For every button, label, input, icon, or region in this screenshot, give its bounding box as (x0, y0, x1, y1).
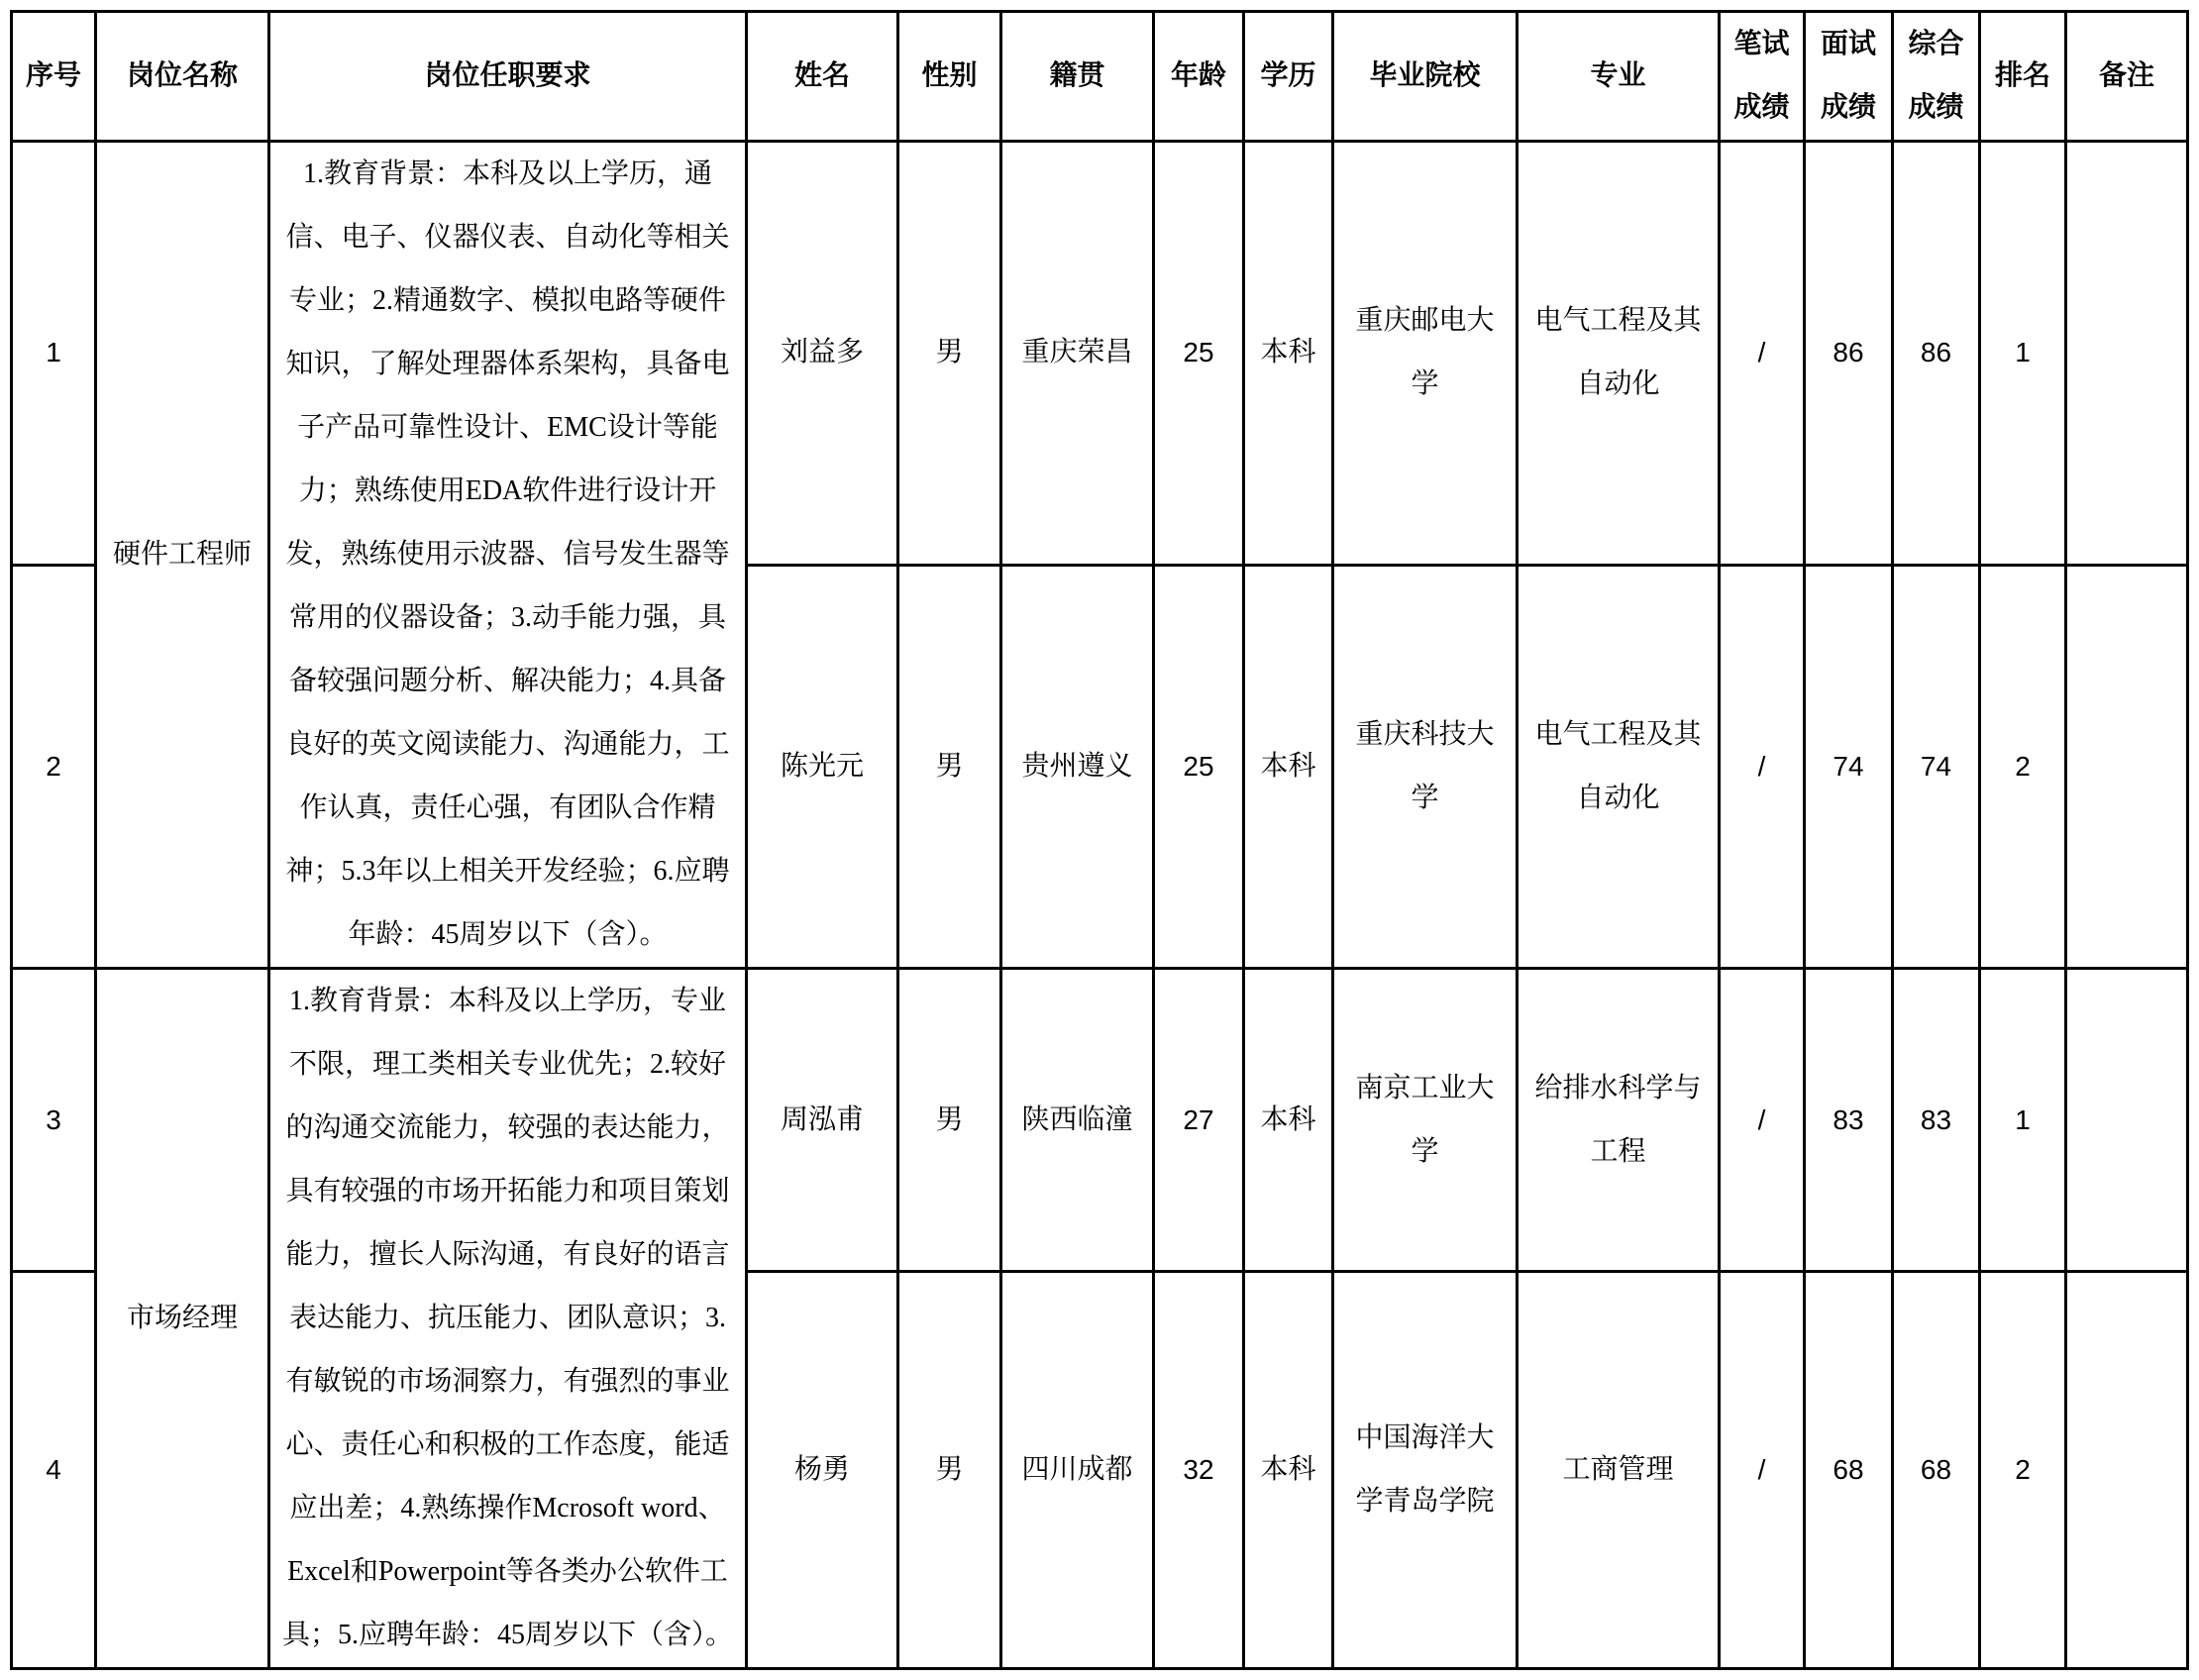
cell-education: 本科 (1244, 1272, 1333, 1669)
cell-gender: 男 (898, 142, 1001, 566)
cell-serial: 3 (12, 969, 96, 1272)
cell-position-name: 市场经理 (96, 969, 269, 1669)
header-remarks: 备注 (2066, 12, 2188, 142)
cell-requirements: 1.教育背景：本科及以上学历，专业不限，理工类相关专业优先；2.较好的沟通交流能力，较强的表达能力，具有较强的市场开拓能力和项目策划能力，擅长人际沟通，有良好的语言表达能力、抗压能力、团队意识；3.有敏锐的市场洞察力，有强烈的事业心、责任心和积极的工作态度，能适应出差；4.熟练操作Mcrosoft word、Excel和Powerpoint等各类办公软件工具；5.应聘年龄：45周岁以下（含）。 (269, 969, 747, 1669)
cell-position-name: 硬件工程师 (96, 142, 269, 969)
cell-school: 南京工业大学 (1333, 969, 1518, 1272)
cell-gender: 男 (898, 565, 1001, 968)
cell-overall-score: 74 (1893, 565, 1980, 968)
header-serial: 序号 (12, 12, 96, 142)
cell-remarks (2066, 142, 2188, 566)
cell-written-score: / (1720, 565, 1805, 968)
header-school: 毕业院校 (1333, 12, 1518, 142)
cell-major: 工商管理 (1518, 1272, 1720, 1669)
cell-education: 本科 (1244, 142, 1333, 566)
header-rank: 排名 (1980, 12, 2066, 142)
header-written-score: 笔试成绩 (1720, 12, 1805, 142)
cell-rank: 1 (1980, 142, 2066, 566)
cell-hometown: 陕西临潼 (1001, 969, 1154, 1272)
cell-major: 电气工程及其自动化 (1518, 565, 1720, 968)
cell-remarks (2066, 565, 2188, 968)
cell-written-score: / (1720, 1272, 1805, 1669)
header-position: 岗位名称 (96, 12, 269, 142)
cell-school: 重庆邮电大学 (1333, 142, 1518, 566)
cell-age: 25 (1154, 565, 1244, 968)
cell-interview-score: 86 (1805, 142, 1893, 566)
cell-overall-score: 83 (1893, 969, 1980, 1272)
cell-interview-score: 83 (1805, 969, 1893, 1272)
cell-written-score: / (1720, 969, 1805, 1272)
cell-age: 32 (1154, 1272, 1244, 1669)
cell-education: 本科 (1244, 565, 1333, 968)
header-education: 学历 (1244, 12, 1333, 142)
cell-name: 陈光元 (747, 565, 898, 968)
cell-requirements: 1.教育背景：本科及以上学历，通信、电子、仪器仪表、自动化等相关专业；2.精通数字、模拟电路等硬件知识，了解处理器体系架构，具备电子产品可靠性设计、EMC设计等能力；熟练使用EDA软件进行设计开发，熟练使用示波器、信号发生器等常用的仪器设备；3.动手能力强，具备较强问题分析、解决能力；4.具备良好的英文阅读能力、沟通能力，工作认真，责任心强，有团队合作精神；5.3年以上相关开发经验；6.应聘年龄：45周岁以下（含）。 (269, 142, 747, 969)
cell-name: 刘益多 (747, 142, 898, 566)
table-row (12, 142, 2188, 566)
cell-serial: 1 (12, 142, 96, 566)
cell-age: 25 (1154, 142, 1244, 566)
cell-hometown: 四川成都 (1001, 1272, 1154, 1669)
header-major: 专业 (1518, 12, 1720, 142)
cell-remarks (2066, 1272, 2188, 1669)
cell-major: 给排水科学与工程 (1518, 969, 1720, 1272)
header-name: 姓名 (747, 12, 898, 142)
cell-rank: 2 (1980, 1272, 2066, 1669)
cell-major: 电气工程及其自动化 (1518, 142, 1720, 566)
cell-gender: 男 (898, 969, 1001, 1272)
header-interview-score: 面试成绩 (1805, 12, 1893, 142)
cell-rank: 1 (1980, 969, 2066, 1272)
cell-school: 重庆科技大学 (1333, 565, 1518, 968)
table-row (12, 969, 2188, 1272)
header-hometown: 籍贯 (1001, 12, 1154, 142)
cell-interview-score: 74 (1805, 565, 1893, 968)
cell-interview-score: 68 (1805, 1272, 1893, 1669)
cell-school: 中国海洋大学青岛学院 (1333, 1272, 1518, 1669)
table-header-row (12, 12, 2188, 142)
cell-written-score: / (1720, 142, 1805, 566)
cell-overall-score: 68 (1893, 1272, 1980, 1669)
header-overall-score: 综合成绩 (1893, 12, 1980, 142)
cell-overall-score: 86 (1893, 142, 1980, 566)
cell-serial: 4 (12, 1272, 96, 1669)
cell-remarks (2066, 969, 2188, 1272)
header-gender: 性别 (898, 12, 1001, 142)
cell-rank: 2 (1980, 565, 2066, 968)
cell-age: 27 (1154, 969, 1244, 1272)
cell-name: 杨勇 (747, 1272, 898, 1669)
cell-hometown: 重庆荣昌 (1001, 142, 1154, 566)
cell-hometown: 贵州遵义 (1001, 565, 1154, 968)
recruitment-results-table (10, 10, 2189, 1670)
cell-name: 周泓甫 (747, 969, 898, 1272)
header-requirements: 岗位任职要求 (269, 12, 747, 142)
cell-education: 本科 (1244, 969, 1333, 1272)
cell-serial: 2 (12, 565, 96, 968)
cell-gender: 男 (898, 1272, 1001, 1669)
header-age: 年龄 (1154, 12, 1244, 142)
